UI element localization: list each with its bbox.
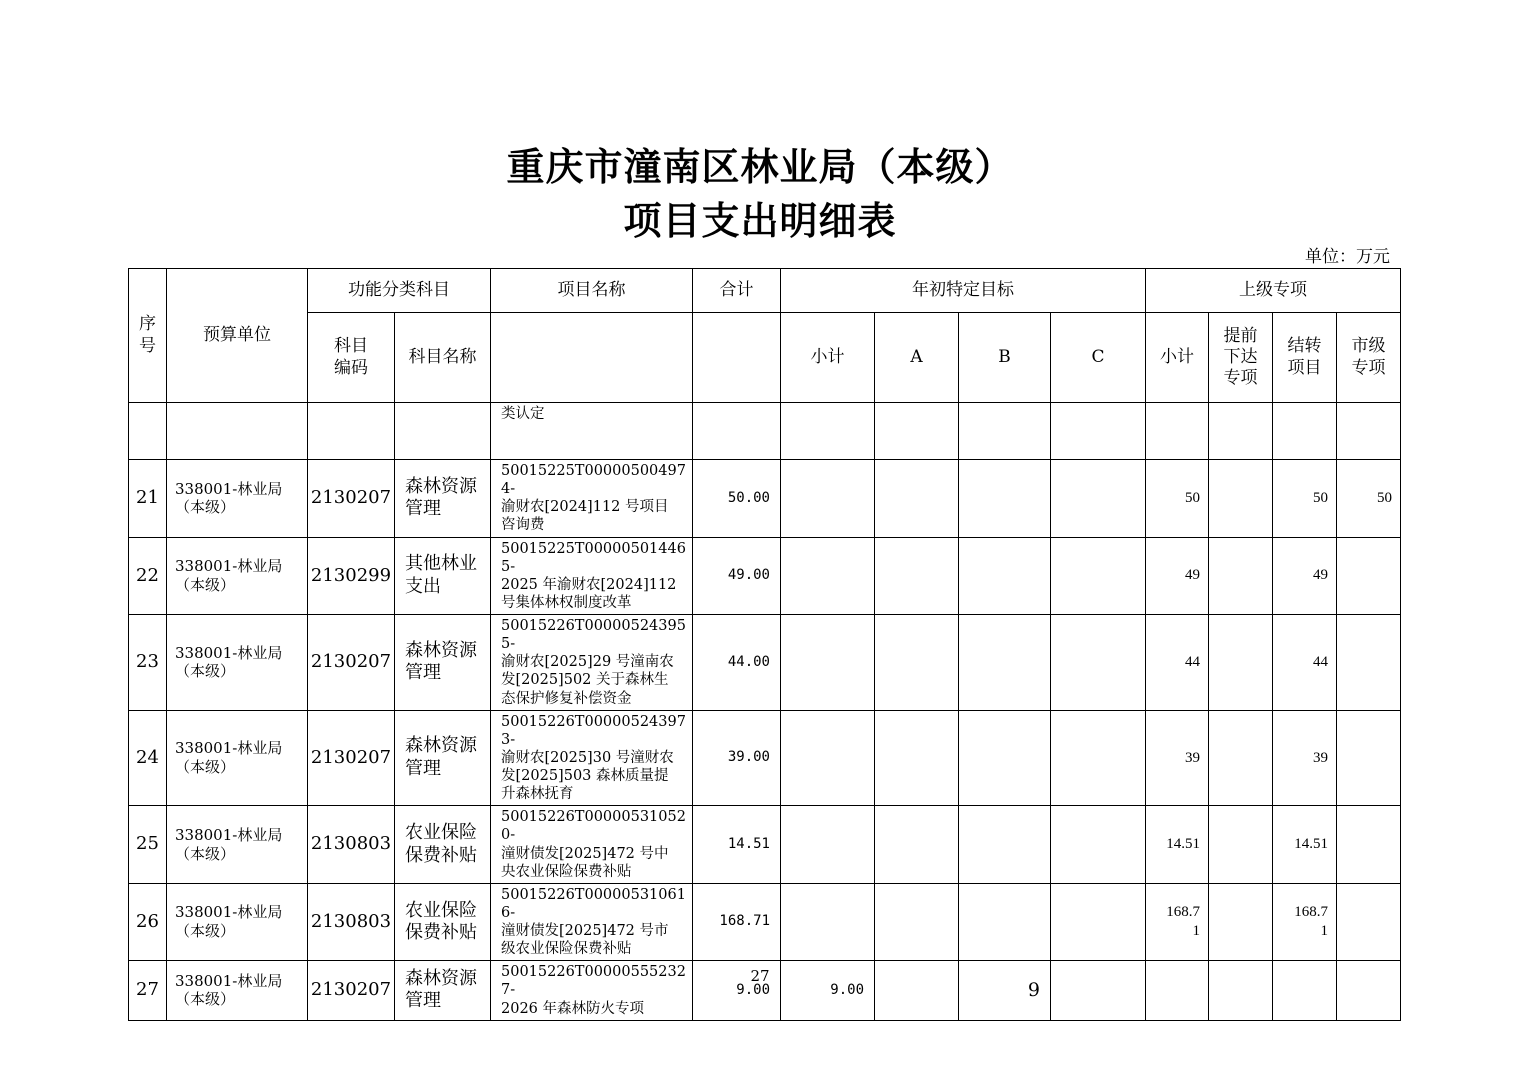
row-col-a xyxy=(875,883,959,961)
table-row xyxy=(129,537,1401,615)
row-total: 49.00 xyxy=(693,537,781,615)
row-subtotal: 9.00 xyxy=(781,961,875,1020)
row-seq: 27 xyxy=(129,961,167,1020)
row-subject-code: 2130803 xyxy=(308,806,395,884)
row-subject-name: 农业保险 保费补贴 xyxy=(395,806,491,884)
row-subject-code: 2130207 xyxy=(308,961,395,1020)
row-col-a xyxy=(875,710,959,806)
header-subject-name: 科目名称 xyxy=(395,313,491,403)
row-col-a xyxy=(875,615,959,711)
row-subject-name: 森林资源 管理 xyxy=(395,615,491,711)
row-budget-unit: 338001-林业局 （本级） xyxy=(167,615,308,711)
row-budget-unit: 338001-林业局 （本级） xyxy=(167,883,308,961)
header-col-b: B xyxy=(959,313,1051,403)
row-col-b xyxy=(959,537,1051,615)
row-total: 14.51 xyxy=(693,806,781,884)
row-total: 39.00 xyxy=(693,710,781,806)
row-upper-subtotal: 44 xyxy=(1146,615,1209,711)
row-col-a xyxy=(875,537,959,615)
continuation-text: 类认定 xyxy=(491,403,693,460)
row-project-name: 50015226T000005552327- 2026 年森林防火专项 xyxy=(491,961,693,1020)
row-seq: 22 xyxy=(129,537,167,615)
row-upper-subtotal: 49 xyxy=(1146,537,1209,615)
row-budget-unit: 338001-林业局 （本级） xyxy=(167,460,308,538)
row-city xyxy=(1337,806,1401,884)
row-total: 50.00 xyxy=(693,460,781,538)
row-subtotal xyxy=(781,537,875,615)
row-seq: 24 xyxy=(129,710,167,806)
row-city xyxy=(1337,615,1401,711)
row-seq: 25 xyxy=(129,806,167,884)
row-col-c xyxy=(1051,460,1146,538)
row-col-a xyxy=(875,460,959,538)
row-subtotal xyxy=(781,806,875,884)
header-func-class: 功能分类科目 xyxy=(308,269,491,313)
row-carry: 49 xyxy=(1273,537,1337,615)
row-col-b xyxy=(959,460,1051,538)
row-col-c xyxy=(1051,806,1146,884)
row-subject-name: 森林资源 管理 xyxy=(395,710,491,806)
header-seq: 序 号 xyxy=(129,269,167,403)
row-col-c xyxy=(1051,710,1146,806)
row-budget-unit: 338001-林业局 （本级） xyxy=(167,806,308,884)
row-project-name: 50015225T000005014465- 2025 年渝财农[2024]112 号集体林权制度改革 xyxy=(491,537,693,615)
row-budget-unit: 338001-林业局 （本级） xyxy=(167,961,308,1020)
table-row-continuation xyxy=(129,403,1401,460)
row-col-b: 9 xyxy=(959,961,1051,1020)
row-carry: 44 xyxy=(1273,615,1337,711)
table-row xyxy=(129,883,1401,961)
row-seq: 23 xyxy=(129,615,167,711)
row-subject-name: 森林资源 管理 xyxy=(395,961,491,1020)
row-city xyxy=(1337,710,1401,806)
row-subject-code: 2130299 xyxy=(308,537,395,615)
row-advance xyxy=(1209,710,1273,806)
header-total-blank xyxy=(693,313,781,403)
header-upper-subtotal: 小计 xyxy=(1146,313,1209,403)
header-carry: 结转 项目 xyxy=(1273,313,1337,403)
row-advance xyxy=(1209,615,1273,711)
page-number: 27 xyxy=(750,967,770,985)
header-advance: 提前 下达 专项 xyxy=(1209,313,1273,403)
row-project-name: 50015226T000005310616- 潼财债发[2025]472 号市 级农业保险保费补贴 xyxy=(491,883,693,961)
row-project-name: 50015226T000005243973- 渝财农[2025]30 号潼财农 发[2025]503 森林质量提 升森林抚育 xyxy=(491,710,693,806)
header-col-a: A xyxy=(875,313,959,403)
header-upper-special: 上级专项 xyxy=(1146,269,1401,313)
row-subject-name: 农业保险 保费补贴 xyxy=(395,883,491,961)
row-col-c xyxy=(1051,883,1146,961)
header-col-c: C xyxy=(1051,313,1146,403)
row-upper-subtotal: 39 xyxy=(1146,710,1209,806)
row-subtotal xyxy=(781,615,875,711)
row-subject-code: 2130207 xyxy=(308,615,395,711)
table-row xyxy=(129,615,1401,711)
table-row xyxy=(129,460,1401,538)
row-carry: 39 xyxy=(1273,710,1337,806)
table-row xyxy=(129,710,1401,806)
row-budget-unit: 338001-林业局 （本级） xyxy=(167,537,308,615)
row-col-a xyxy=(875,806,959,884)
row-col-b xyxy=(959,806,1051,884)
row-seq: 26 xyxy=(129,883,167,961)
row-col-b xyxy=(959,883,1051,961)
row-advance xyxy=(1209,883,1273,961)
row-carry: 50 xyxy=(1273,460,1337,538)
table-row xyxy=(129,806,1401,884)
page-subtitle: 项目支出明细表 xyxy=(623,198,897,243)
header-subtotal: 小计 xyxy=(781,313,875,403)
header-budget-unit: 预算单位 xyxy=(167,269,308,403)
row-col-c xyxy=(1051,537,1146,615)
row-col-b xyxy=(959,710,1051,806)
header-total: 合计 xyxy=(693,269,781,313)
row-advance xyxy=(1209,806,1273,884)
row-subject-code: 2130207 xyxy=(308,460,395,538)
header-subject-code: 科目 编码 xyxy=(308,313,395,403)
header-annual-target: 年初特定目标 xyxy=(781,269,1146,313)
row-project-name: 50015226T000005310520- 潼财债发[2025]472 号中 央农业保险保费补贴 xyxy=(491,806,693,884)
row-subject-name: 森林资源 管理 xyxy=(395,460,491,538)
row-subject-name: 其他林业 支出 xyxy=(395,537,491,615)
row-budget-unit: 338001-林业局 （本级） xyxy=(167,710,308,806)
row-total: 44.00 xyxy=(693,615,781,711)
row-upper-subtotal: 168.7 1 xyxy=(1146,883,1209,961)
row-subject-code: 2130207 xyxy=(308,710,395,806)
row-upper-subtotal: 50 xyxy=(1146,460,1209,538)
row-project-name: 50015225T000005004974- 渝财农[2024]112 号项目 咨询费 xyxy=(491,460,693,538)
row-total: 9.00 xyxy=(693,961,781,1020)
row-total: 168.71 xyxy=(693,883,781,961)
row-carry: 168.7 1 xyxy=(1273,883,1337,961)
row-subtotal xyxy=(781,460,875,538)
row-city xyxy=(1337,883,1401,961)
row-city: 50 xyxy=(1337,460,1401,538)
row-upper-subtotal: 14.51 xyxy=(1146,806,1209,884)
header-city: 市级 专项 xyxy=(1337,313,1401,403)
row-advance xyxy=(1209,460,1273,538)
row-seq: 21 xyxy=(129,460,167,538)
header-project-name-blank xyxy=(491,313,693,403)
unit-label: 单位：万元 xyxy=(1305,247,1390,267)
page-title: 重庆市潼南区林业局（本级） xyxy=(506,144,1014,189)
row-subject-code: 2130803 xyxy=(308,883,395,961)
row-subtotal xyxy=(781,883,875,961)
row-col-b xyxy=(959,615,1051,711)
row-city xyxy=(1337,537,1401,615)
row-subtotal xyxy=(781,710,875,806)
header-project-name: 项目名称 xyxy=(491,269,693,313)
row-project-name: 50015226T000005243955- 渝财农[2025]29 号潼南农 发[2025]502 关于森林生 态保护修复补偿资金 xyxy=(491,615,693,711)
row-carry: 14.51 xyxy=(1273,806,1337,884)
project-expenditure-table xyxy=(128,268,1401,1021)
row-advance xyxy=(1209,537,1273,615)
row-col-c xyxy=(1051,615,1146,711)
